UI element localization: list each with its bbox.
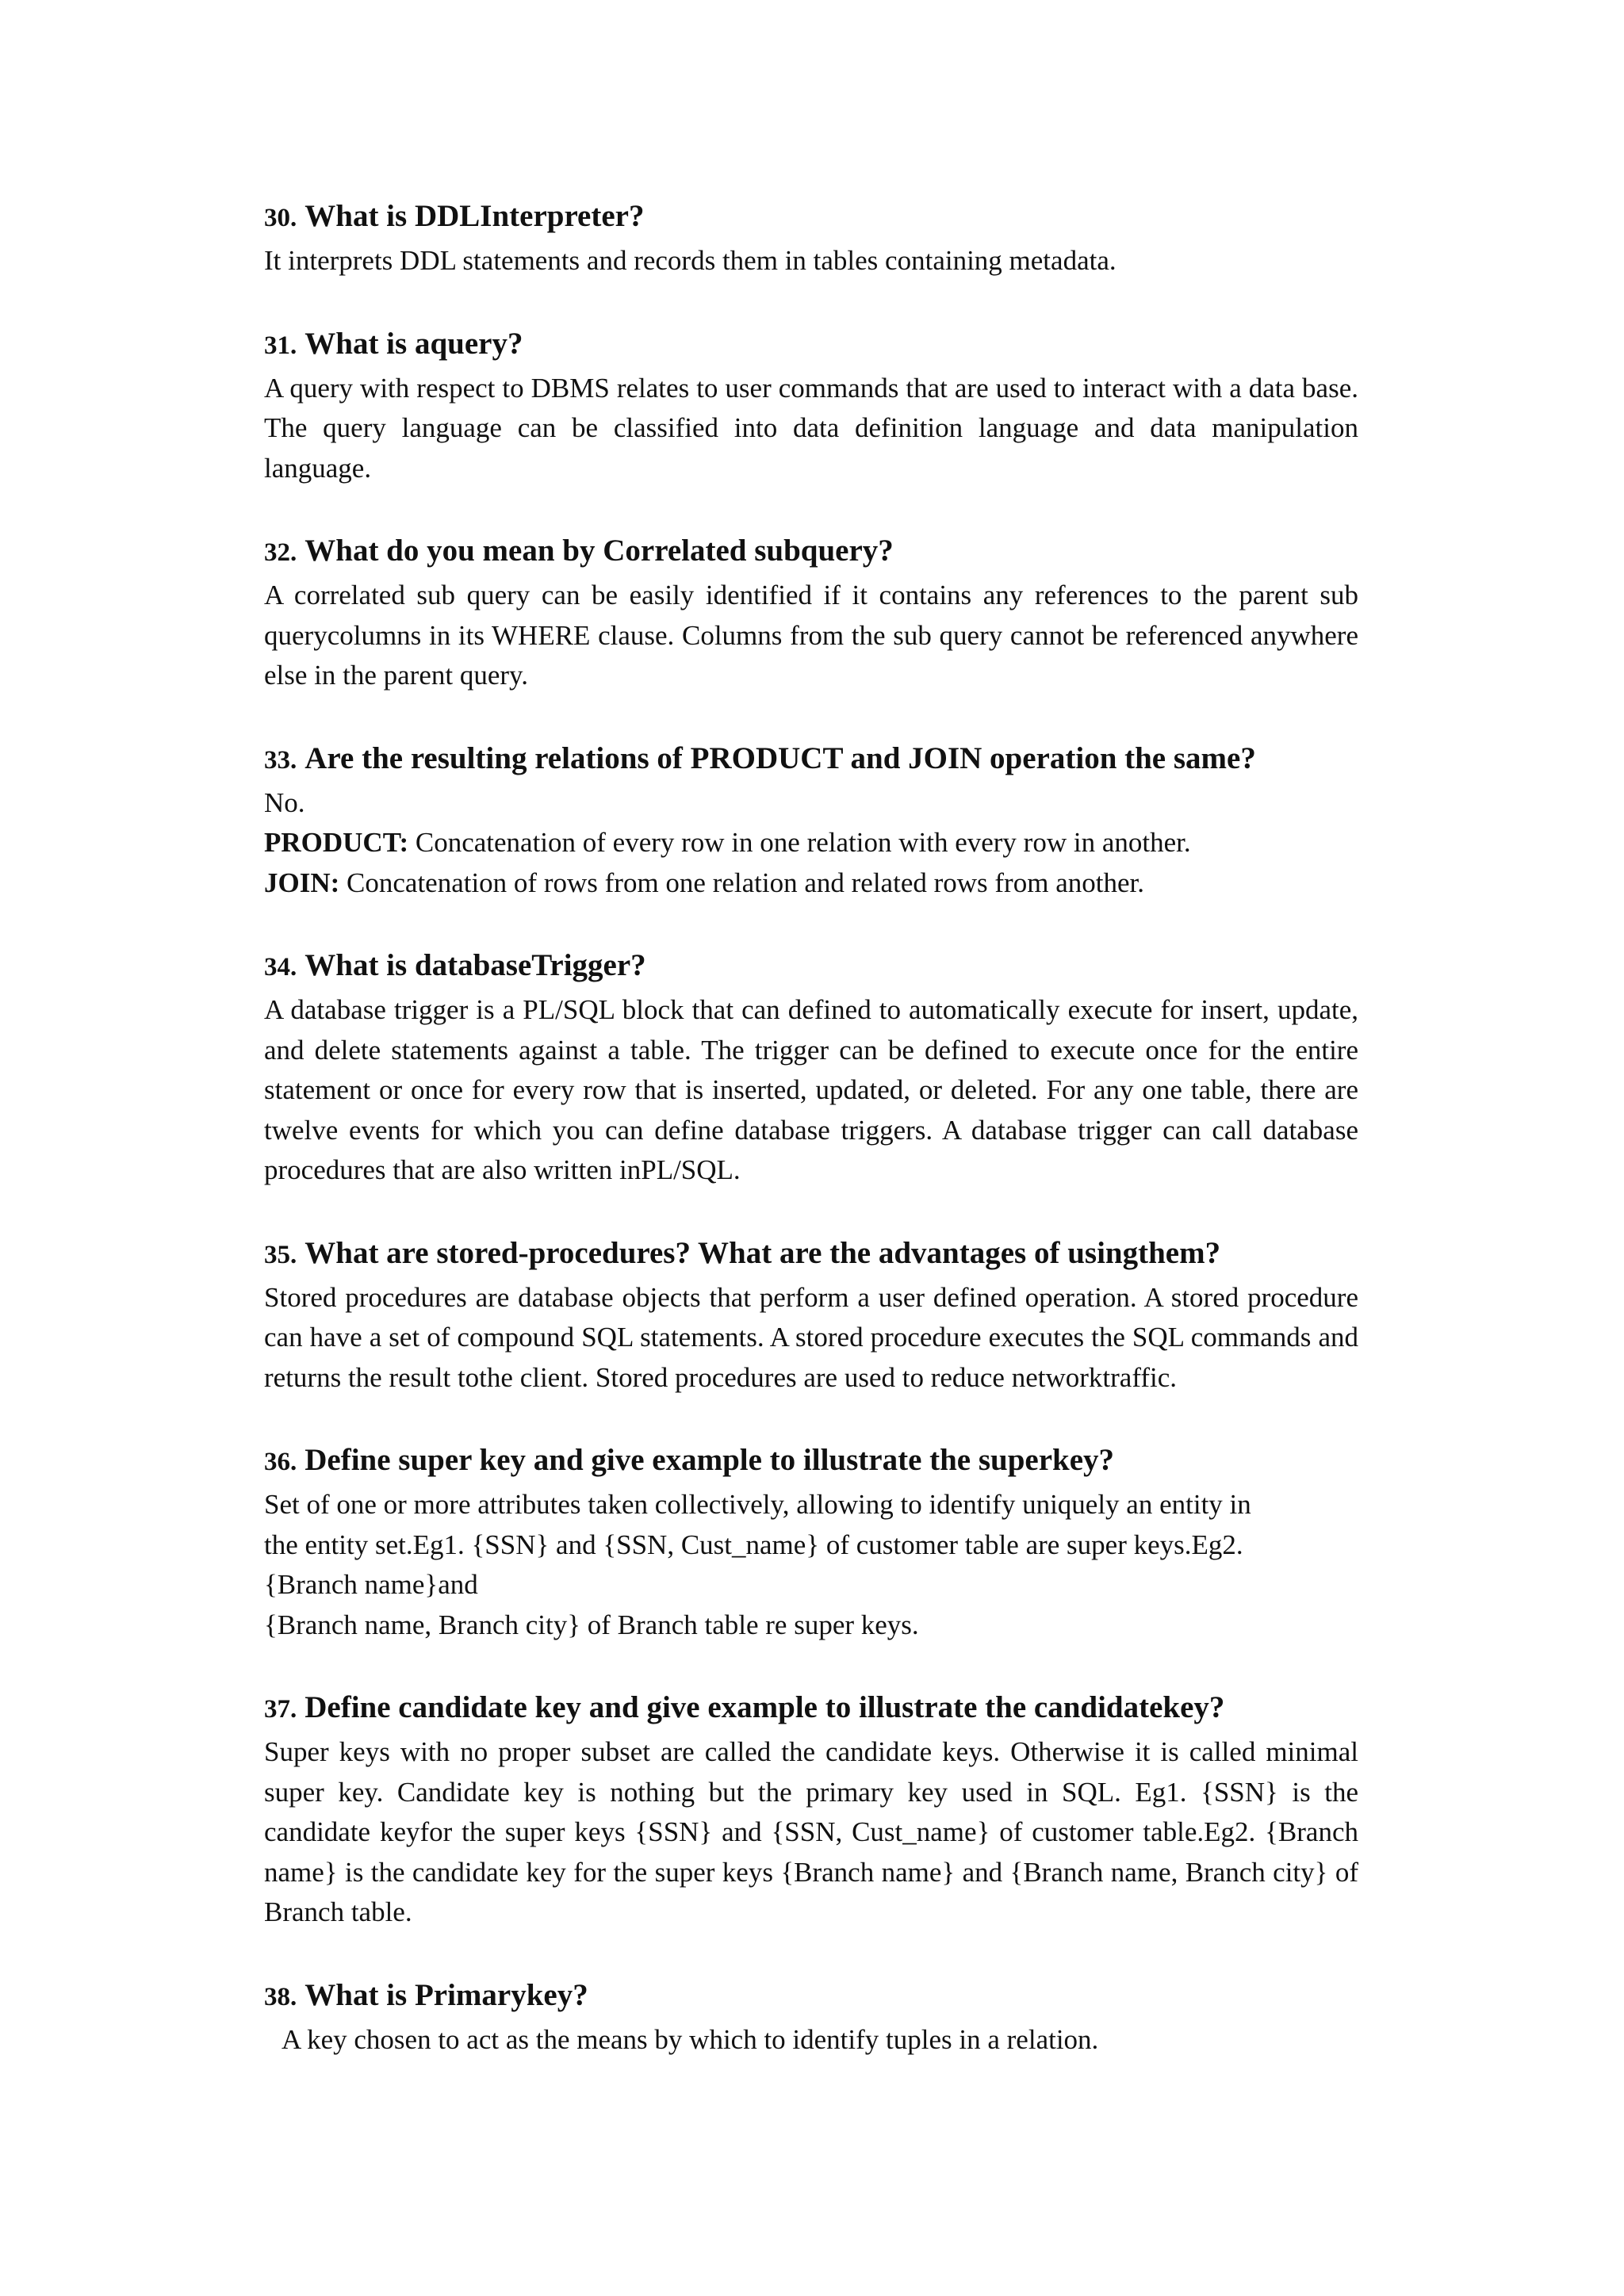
question-text: What is databaseTrigger?	[304, 948, 646, 982]
question-heading	[264, 193, 1358, 241]
product-text: Concatenation of every row in one relation with every row in another.	[408, 827, 1191, 858]
question-number: 30.	[264, 204, 297, 232]
question-text: Define super key and give example to illustrate the superkey?	[304, 1443, 1115, 1477]
qa-item-34	[264, 943, 1358, 1191]
answer-text: A correlated sub query can be easily identified if it contains any references to the parent sub querycolumns in its WHERE clause. Columns from the sub query cannot be referenced anywhere else in the parent query.	[264, 580, 1358, 691]
question-number: 36.	[264, 1448, 297, 1476]
answer-text: A key chosen to act as the means by which to identify tuples in a relation.	[282, 2023, 1099, 2055]
question-heading	[264, 321, 1358, 369]
answer-line: Set of one or more attributes taken collectively, allowing to identify uniquely an entity in	[264, 1489, 1251, 1520]
join-text: Concatenation of rows from one relation and related rows from another.	[339, 867, 1144, 898]
question-text: What is aquery?	[304, 326, 523, 361]
join-label: JOIN:	[264, 867, 340, 898]
question-number: 33.	[264, 745, 297, 775]
product-label: PRODUCT:	[264, 827, 409, 858]
qa-item-36	[264, 1437, 1358, 1645]
question-number: 32.	[264, 538, 297, 567]
qa-item-35	[264, 1230, 1358, 1399]
answer-text: No.	[264, 786, 305, 818]
qa-item-33	[264, 736, 1358, 904]
question-number: 38.	[264, 1982, 297, 2011]
answer-text: Super keys with no proper subset are called the candidate keys. Otherwise it is called minimal super key. Candidate key is nothing but the primary key used in SQL. Eg1. {SSN} is the candidate keyfor the super keys {SSN} and {SSN, Cust_name} of customer table.Eg2. {Branch name} is the candidate key for the super keys {Branch name} and {Branch name, Branch city} of Branch table.	[264, 1736, 1358, 1927]
question-number: 35.	[264, 1240, 297, 1269]
question-heading	[264, 1437, 1358, 1485]
question-text: Define candidate key and give example to illustrate the candidatekey?	[304, 1690, 1225, 1724]
answer-text: Stored procedures are database objects that perform a user defined operation. A stored procedure can have a set of compound SQL statements. A stored procedure executes the SQL commands and returns the result tothe client. Stored procedures are used to reduce networktraffic.	[264, 1281, 1358, 1393]
answer-line: the entity set.Eg1. {SSN} and {SSN, Cust_name} of customer table are super keys.Eg2.	[264, 1529, 1243, 1560]
qa-item-31	[264, 321, 1358, 489]
qa-item-32	[264, 528, 1358, 696]
question-text: What is DDLInterpreter?	[304, 199, 645, 233]
answer-line: {Branch name, Branch city} of Branch table re super keys.	[264, 1609, 919, 1640]
qa-item-30	[264, 193, 1358, 281]
join-definition	[264, 863, 1358, 904]
question-heading	[264, 1230, 1358, 1278]
question-heading	[264, 1973, 1358, 2020]
answer-line: {Branch name}and	[264, 1569, 478, 1600]
question-heading	[264, 528, 1358, 576]
question-heading	[264, 736, 1358, 783]
question-number: 31.	[264, 331, 297, 360]
product-definition	[264, 823, 1358, 863]
question-heading	[264, 1685, 1358, 1732]
question-number: 34.	[264, 953, 297, 982]
answer-text: It interprets DDL statements and records them in tables containing metadata.	[264, 245, 1116, 276]
document-page	[264, 193, 1358, 2099]
question-text: What is Primarykey?	[304, 1977, 588, 2012]
question-number: 37.	[264, 1695, 297, 1724]
question-heading	[264, 943, 1358, 990]
question-text: Are the resulting relations of PRODUCT and JOIN operation the same?	[304, 740, 1256, 775]
question-text: What do you mean by Correlated subquery?	[304, 534, 894, 568]
question-text: What are stored-procedures? What are the advantages of usingthem?	[304, 1235, 1221, 1270]
answer-text: A database trigger is a PL/SQL block that can defined to automatically execute for insert, update, and delete statements against a table. The trigger can be defined to execute once for the entire statement or once for every row that is inserted, updated, or deleted. For any one table, there are twelve events for which you can define database triggers. A database trigger can call database procedures that are also written inPL/SQL.	[264, 994, 1358, 1185]
qa-item-37	[264, 1685, 1358, 1933]
answer-text: A query with respect to DBMS relates to user commands that are used to interact with a data base. The query language can be classified into data definition language and data manipulation language.	[264, 372, 1358, 484]
qa-item-38	[264, 1973, 1358, 2061]
